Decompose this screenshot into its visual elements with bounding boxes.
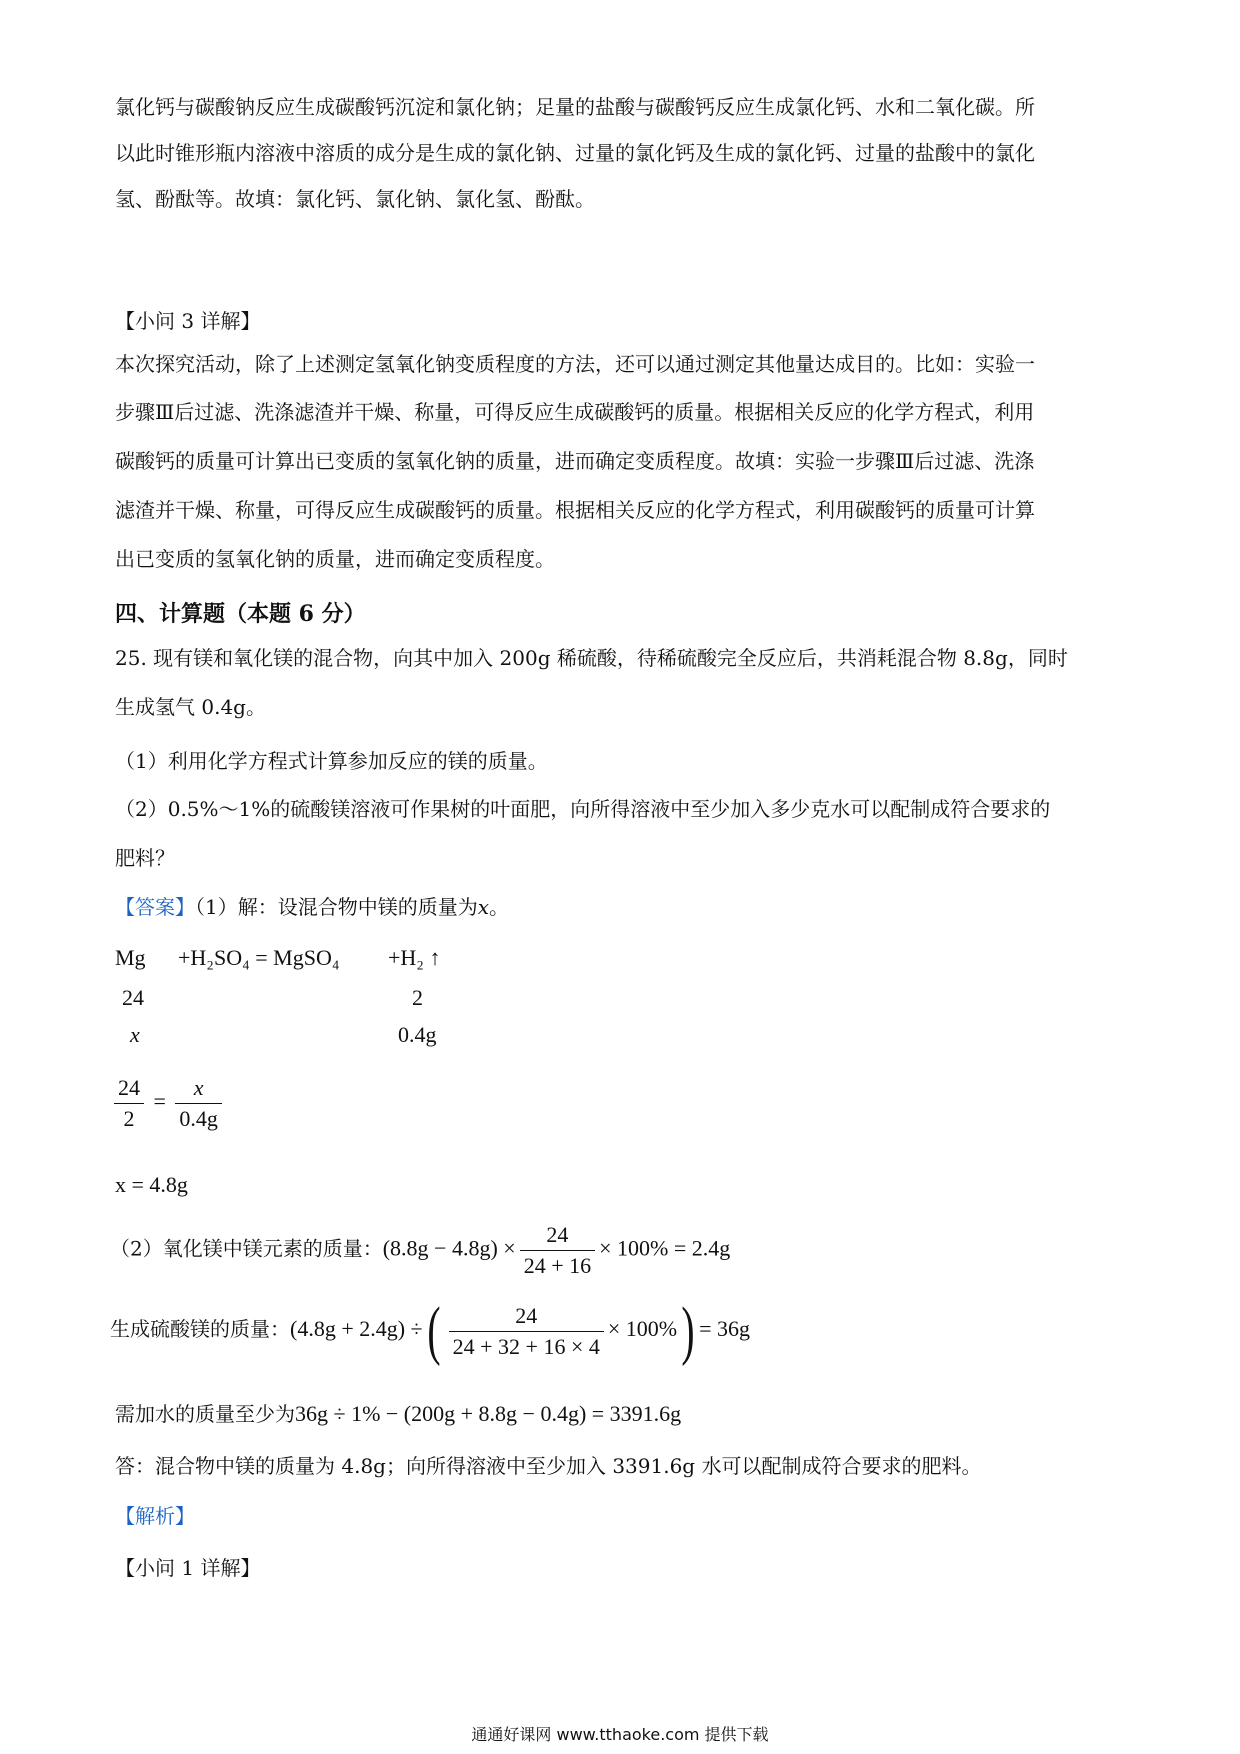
subquestion-heading: 【小问 3 详解】 (115, 309, 261, 333)
part2-label: （2）氧化镁中镁元素的质量： (110, 1236, 383, 1261)
fraction-numerator: 24 (114, 1075, 144, 1104)
result-x: x = 4.8g (115, 1172, 188, 1197)
equation-body: +H₂SO₄ = MgSO₄ (178, 945, 340, 970)
part2-calculation (110, 1222, 730, 1279)
right-paren: ) (681, 1294, 695, 1367)
part3-label: 生成硫酸镁的质量： (110, 1317, 290, 1342)
paragraph-line: 步骤Ⅲ后过滤、洗涤滤渣并干燥、称量，可得反应生成碳酸钙的质量。根据相关反应的化学方程式，利用 (115, 400, 1035, 424)
paragraph-line: 以此时锥形瓶内溶液中溶质的成分是生成的氯化钠、过量的氯化钙及生成的氯化钙、过量的盐酸中的氯化 (115, 141, 1035, 165)
paragraph-line: 本次探究活动，除了上述测定氢氧化钠变质程度的方法，还可以通过测定其他量达成目的。比如：实验一 (115, 352, 1035, 376)
question-part-2: （2）0.5%～1%的硫酸镁溶液可作果树的叶面肥，向所得溶液中至少加入多少克水可以配制成符合要求的 (115, 797, 1051, 821)
question-part-1: （1）利用化学方程式计算参加反应的镁的质量。 (115, 749, 548, 773)
fraction-denominator: 24 + 32 + 16 × 4 (452, 1333, 600, 1359)
analysis-label: 【解析】 (115, 1504, 195, 1528)
equation-reactant-mg: Mg (115, 945, 146, 970)
fraction-numerator: 24 (520, 1222, 595, 1251)
answer-label: 【答案】 (115, 895, 195, 919)
fraction-numerator: 24 (449, 1303, 604, 1332)
left-paren: ( (427, 1294, 441, 1367)
fraction-numerator: x (175, 1075, 222, 1104)
fraction-denominator: 2 (123, 1106, 135, 1131)
part4-label: 需加水的质量至少为 (115, 1402, 295, 1426)
footer-text: 通通好课网 www.tthaoke.com 提供下载 (471, 1725, 769, 1744)
question-text: 25. 现有镁和氧化镁的混合物，向其中加入 200g 稀硫酸，待稀硫酸完全反应后，共消耗混合物 8.8g，同时 (115, 646, 1068, 670)
part3-calculation (110, 1294, 750, 1367)
equation-mass-h2: 2 (412, 985, 423, 1010)
part3-expr-mid: × 100% (607, 1316, 678, 1342)
equation-known-h2: 0.4g (398, 1022, 437, 1047)
paragraph-line: 氢、酚酞等。故填：氯化钙、氯化钠、氯化氢、酚酞。 (115, 187, 595, 211)
question-part-2-cont: 肥料？ (115, 846, 175, 870)
fraction-denominator: 0.4g (179, 1106, 218, 1131)
part2-expr-right: × 100% = 2.4g (599, 1235, 731, 1261)
equals-sign: = (153, 1088, 166, 1114)
equation-product-h2: +H₂ ↑ (388, 945, 441, 970)
part2-expr-left: (8.8g − 4.8g) × (382, 1235, 516, 1261)
answer-intro-text: （1）解：设混合物中镁的质量为 (195, 895, 478, 919)
answer-conclusion: 答：混合物中镁的质量为 4.8g；向所得溶液中至少加入 3391.6g 水可以配制成符合要求的肥料。 (115, 1454, 982, 1478)
equation-unknown-x: x (130, 1022, 140, 1047)
answer-intro-end: 。 (489, 895, 510, 919)
part3-expr-right: = 36g (699, 1316, 750, 1342)
part4-expr: 36g ÷ 1% − (200g + 8.8g − 0.4g) = 3391.6g (295, 1401, 682, 1426)
paragraph-line: 出已变质的氢氧化钠的质量，进而确定变质程度。 (115, 547, 555, 571)
proportion-equation (110, 1075, 226, 1132)
part4-calculation (115, 1398, 681, 1427)
equation-mass-mg: 24 (122, 985, 144, 1010)
fraction-denominator: 24 + 16 (523, 1253, 592, 1278)
paragraph-line: 碳酸钙的质量可计算出已变质的氢氧化钠的质量，进而确定变质程度。故填：实验一步骤Ⅲ后过滤、洗涤 (115, 449, 1035, 473)
part3-expr-left: (4.8g + 2.4g) ÷ (290, 1316, 423, 1342)
question-text: 生成氢气 0.4g。 (115, 695, 266, 719)
paragraph-line: 滤渣并干燥、称量，可得反应生成碳酸钙的质量。根据相关反应的化学方程式，利用碳酸钙的质量可计算 (115, 498, 1035, 522)
variable-x: x (477, 895, 490, 919)
subquestion-heading: 【小问 1 详解】 (115, 1556, 261, 1580)
paragraph-line: 氯化钙与碳酸钠反应生成碳酸钙沉淀和氯化钠；足量的盐酸与碳酸钙反应生成氯化钙、水和二氧化碳。所 (115, 95, 1035, 119)
section-title: 四、计算题（本题 6 分） (115, 601, 366, 627)
answer-intro (115, 891, 509, 920)
